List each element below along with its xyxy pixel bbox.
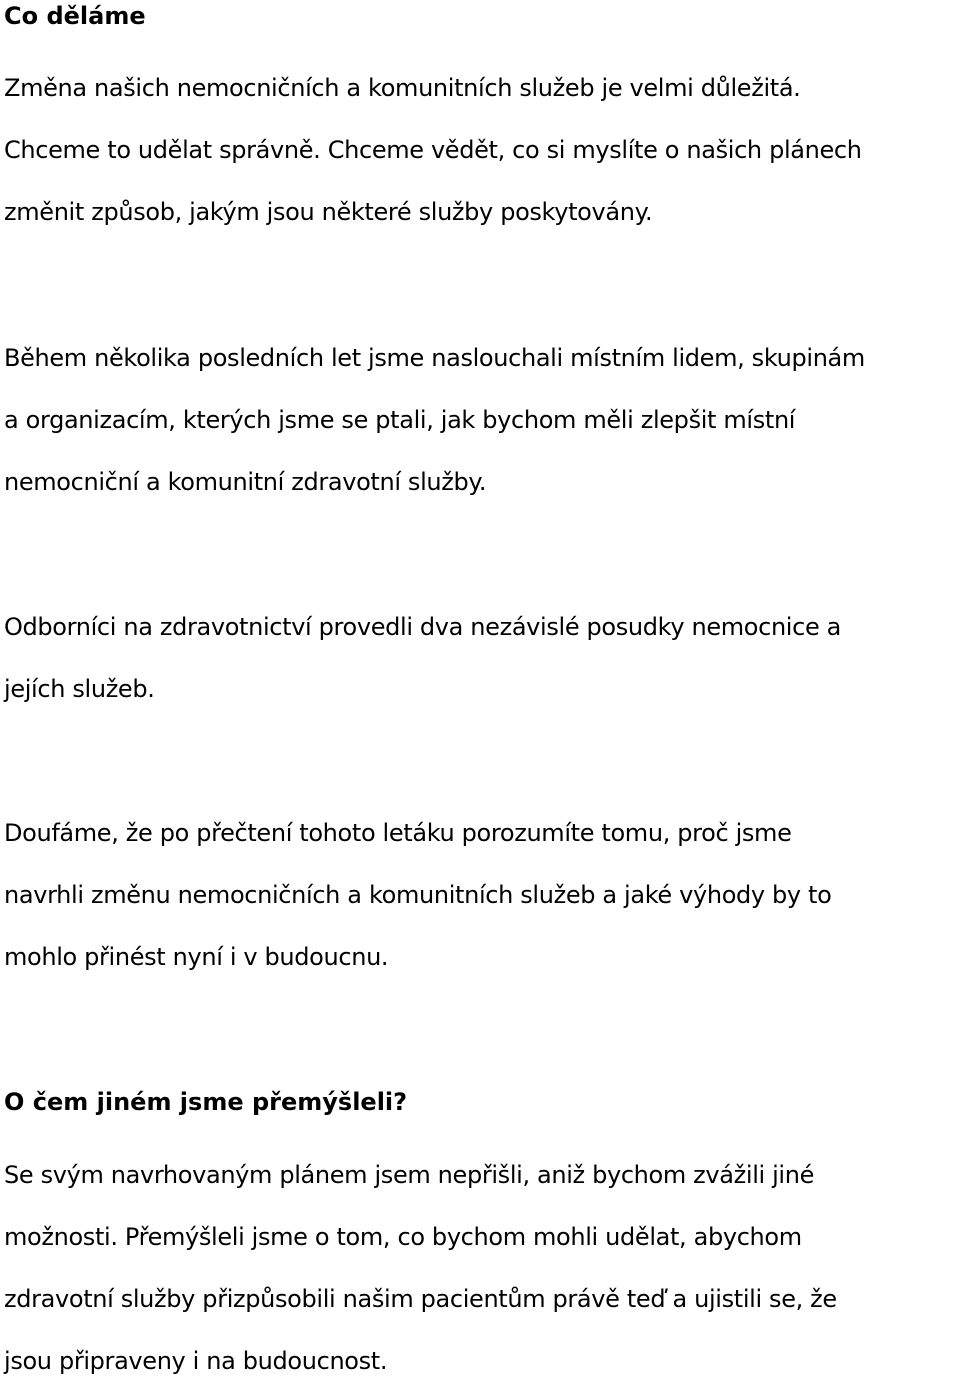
paragraph-listening — [4, 327, 956, 513]
text-line: Se svým navrhovaným plánem jsem nepřišli, aniž bychom zvážili jiné — [4, 1161, 815, 1189]
text-line: navrhli změnu nemocničních a komunitních služeb a jaké výhody by to — [4, 881, 832, 909]
text-line: zdravotní služby přizpůsobili našim pacientům právě teď a ujistili se, že — [4, 1285, 837, 1313]
text-line: a organizacím, kterých jsme se ptali, jak bychom měli zlepšit místní — [4, 406, 796, 434]
text-line: Chceme to udělat správně. Chceme vědět, co si myslíte o našich plánech — [4, 136, 862, 164]
text-line: změnit způsob, jakým jsou některé služby poskytovány. — [4, 198, 653, 226]
text-line: Odborníci na zdravotnictví provedli dva nezávislé posudky nemocnice a — [4, 613, 842, 641]
text-line: Změna našich nemocničních a komunitních služeb je velmi důležitá. — [4, 74, 801, 102]
text-line: jejích služeb. — [4, 675, 155, 703]
text-line: jsou připraveny i na budoucnost. — [4, 1347, 388, 1375]
section-heading-what-we-do: Co děláme — [4, 2, 146, 30]
paragraph-intro — [4, 57, 956, 243]
paragraph-other-options — [4, 1144, 956, 1392]
text-line: možnosti. Přemýšleli jsme o tom, co bychom mohli udělat, abychom — [4, 1223, 802, 1251]
section-heading-other-options: O čem jiném jsme přemýšleli? — [4, 1088, 408, 1116]
text-line: mohlo přinést nyní i v budoucnu. — [4, 943, 389, 971]
text-line: nemocniční a komunitní zdravotní služby. — [4, 468, 487, 496]
paragraph-leaflet-purpose — [4, 802, 956, 988]
text-line: Doufáme, že po přečtení tohoto letáku porozumíte tomu, proč jsme — [4, 819, 792, 847]
text-line: Během několika posledních let jsme naslouchali místním lidem, skupinám — [4, 344, 865, 372]
paragraph-expert-reviews — [4, 596, 956, 720]
